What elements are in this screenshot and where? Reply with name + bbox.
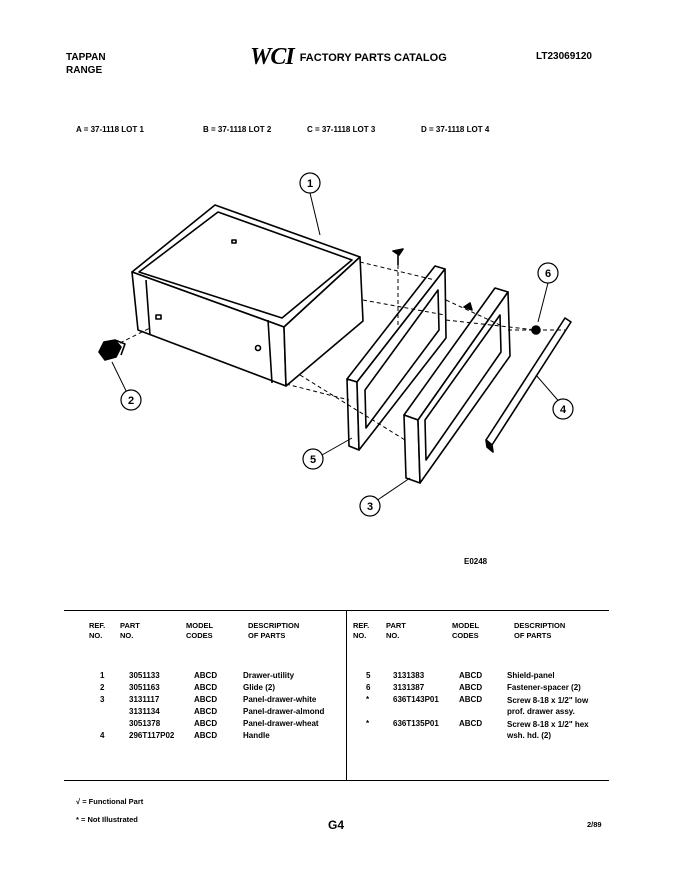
ref-no: * <box>366 719 370 728</box>
revision-date: 2/89 <box>587 820 602 829</box>
description: Panel-drawer-almond <box>243 707 325 716</box>
ref-no: 2 <box>100 683 105 692</box>
col-header-ref: REF. NO. <box>89 621 106 640</box>
drawer-utility-drawing <box>132 205 363 386</box>
lot-a: A = 37-1118 LOT 1 <box>76 125 144 134</box>
col-header-model: MODEL CODES <box>186 621 214 640</box>
part-no: 3051163 <box>129 683 160 692</box>
callout-3 <box>360 496 380 516</box>
model-codes: ABCD <box>194 671 218 680</box>
part-no: 3131387 <box>393 683 425 692</box>
model-codes: ABCD <box>194 731 218 740</box>
svg-text:4: 4 <box>559 404 567 416</box>
svg-text:2: 2 <box>127 395 135 407</box>
part-no: 636T135P01 <box>393 719 439 728</box>
svg-text:1: 1 <box>306 178 314 190</box>
model-codes: ABCD <box>459 683 483 692</box>
col-header-desc: DESCRIPTION OF PARTS <box>248 621 300 640</box>
ref-no: 4 <box>100 731 105 740</box>
callout-1 <box>300 173 320 193</box>
callout-6 <box>538 263 558 283</box>
col-header-ref-right: REF. NO. <box>353 621 370 640</box>
model-codes: ABCD <box>194 683 218 692</box>
lot-d: D = 37-1118 LOT 4 <box>421 125 490 134</box>
part-no: 3051133 <box>129 671 160 680</box>
brand-name: TAPPAN <box>66 52 106 63</box>
svg-text:5: 5 <box>309 454 317 466</box>
document-number: LT23069120 <box>536 51 592 62</box>
ref-no: * <box>366 695 370 704</box>
part-no: 296T117P02 <box>129 731 175 740</box>
table-divider <box>346 610 347 780</box>
model-codes: ABCD <box>459 719 483 728</box>
callout-5 <box>303 449 323 469</box>
col-header-part: PART NO. <box>120 621 140 640</box>
svg-text:6: 6 <box>544 268 552 280</box>
description: Drawer-utility <box>243 671 295 680</box>
description: Handle <box>243 731 270 740</box>
model-codes: ABCD <box>459 671 483 680</box>
catalog-title: FACTORY PARTS CATALOG <box>299 51 447 64</box>
callout-2 <box>121 390 141 410</box>
lot-b: B = 37-1118 LOT 2 <box>203 125 272 134</box>
col-header-model-right: MODEL CODES <box>452 621 480 640</box>
model-codes: ABCD <box>459 695 483 704</box>
diagram-code: E0248 <box>464 557 488 566</box>
part-no: 3131134 <box>129 707 160 716</box>
col-header-part-right: PART NO. <box>386 621 406 640</box>
table-rule-top <box>64 610 609 611</box>
description: Fastener-spacer (2) <box>507 683 581 692</box>
not-illustrated-legend: * = Not Illustrated <box>76 815 138 824</box>
table-rule-bottom <box>64 780 609 781</box>
description: Shield-panel <box>507 671 555 680</box>
ref-no: 5 <box>366 671 371 680</box>
svg-text:3: 3 <box>366 501 374 513</box>
ref-no: 1 <box>100 671 105 680</box>
wci-logo: WCI <box>250 44 294 70</box>
part-no: 3131117 <box>129 695 160 704</box>
description: Panel-drawer-wheat <box>243 719 319 728</box>
part-no: 3131383 <box>393 671 425 680</box>
description: Panel-drawer-white <box>243 695 317 704</box>
description: Glide (2) <box>243 683 276 692</box>
part-no: 3051378 <box>129 719 161 728</box>
description: Screw 8-18 x 1/2" hex wsh. hd. (2) <box>507 720 589 740</box>
product-type: RANGE <box>66 65 103 76</box>
part-no: 636T143P01 <box>393 695 439 704</box>
functional-part-legend: √ = Functional Part <box>76 797 144 806</box>
lot-c: C = 37-1118 LOT 3 <box>307 125 376 134</box>
callout-4 <box>553 399 573 419</box>
ref-no: 6 <box>366 683 371 692</box>
description: Screw 8-18 x 1/2" low prof. drawer assy. <box>507 696 589 716</box>
model-codes: ABCD <box>194 695 218 704</box>
model-codes: ABCD <box>194 719 218 728</box>
model-codes: ABCD <box>194 707 218 716</box>
ref-no: 3 <box>100 695 105 704</box>
page-number: G4 <box>328 818 345 832</box>
col-header-desc-right: DESCRIPTION OF PARTS <box>514 621 566 640</box>
